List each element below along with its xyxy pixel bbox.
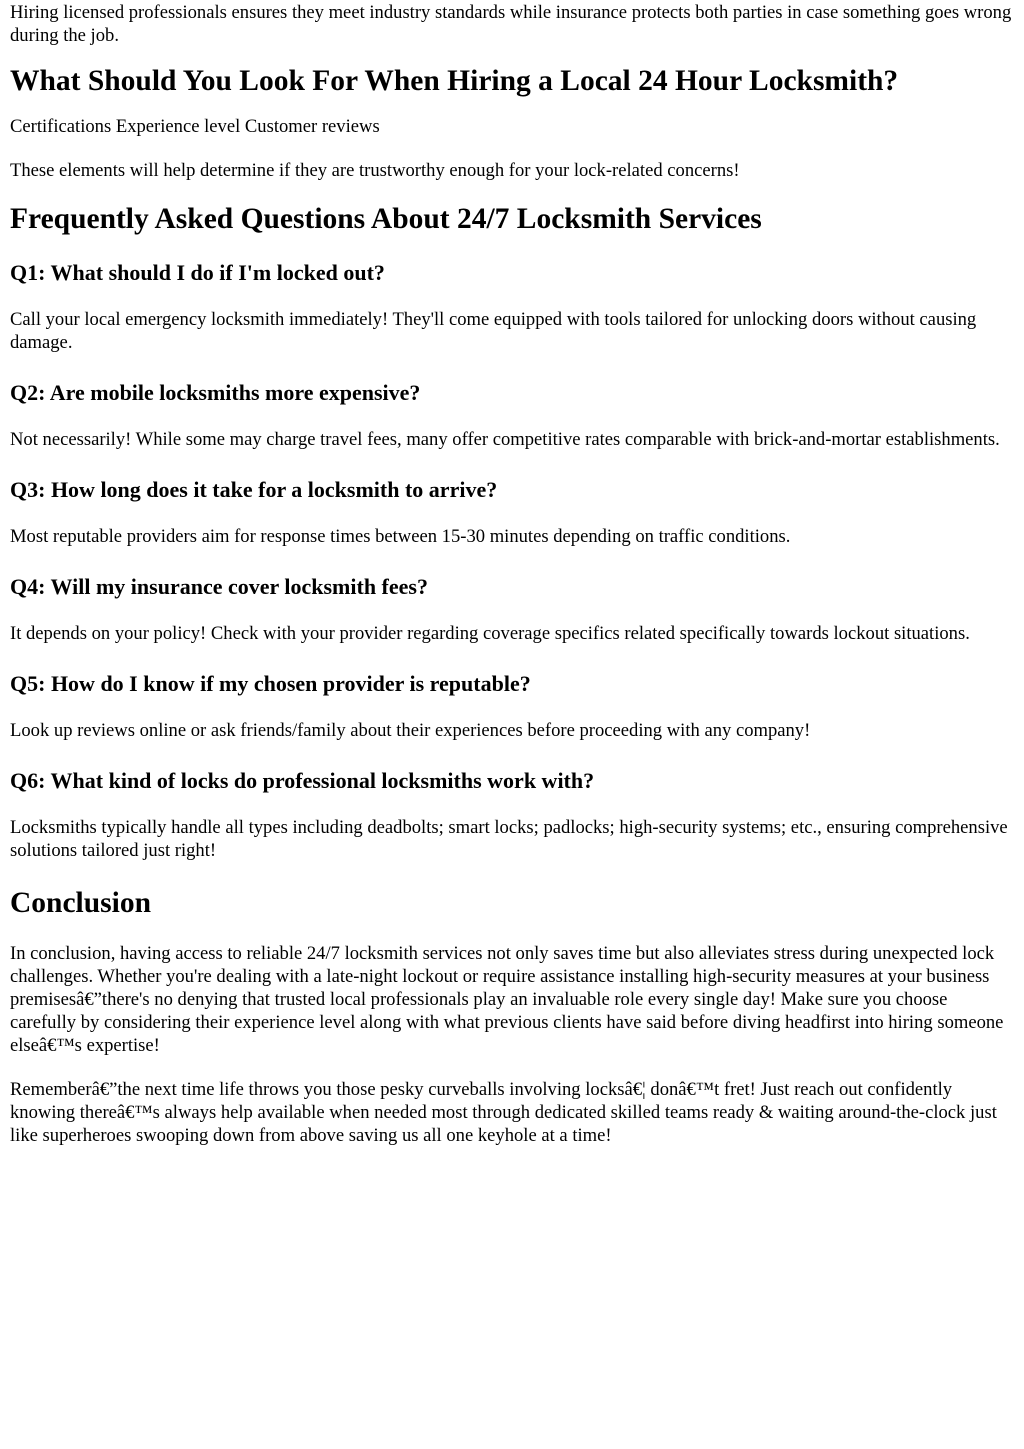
document-page (0, 1, 1024, 1449)
faq-question-6: Q6: What kind of locks do professional locksmiths work with? (10, 768, 595, 793)
faq-heading: Frequently Asked Questions About 24/7 Locksmith Services (10, 203, 762, 235)
faq-answer-1: Call your local emergency locksmith immediately! They'll come equipped with tools tailored for unlocking doors without causing damage. (10, 309, 977, 353)
conclusion-paragraph-1: In conclusion, having access to reliable 24/7 locksmith services not only saves time but also alleviates stress during unexpected lock challenges. Whether you're dealing with a late-night lockout or require assistance installing high-security measures at your business premisesâ€”there's no denying that trusted local professionals play an invaluable role every single day! Make sure you choose carefully by considering their experience level along with what previous clients have said before diving headfirst into hiring someone elseâ€™s expertise! (10, 943, 1004, 1056)
faq-answer-4: It depends on your policy! Check with your provider regarding coverage specifics related specifically towards lockout situations. (10, 623, 970, 644)
intro-paragraph: Hiring licensed professionals ensures they meet industry standards while insurance protects both parties in case something goes wrong during the job. (10, 2, 1012, 46)
faq-answer-2: Not necessarily! While some may charge travel fees, many offer competitive rates comparable with brick-and-mortar establishments. (10, 429, 1000, 450)
faq-question-5: Q5: How do I know if my chosen provider is reputable? (10, 671, 531, 696)
faq-answer-3: Most reputable providers aim for response times between 15-30 minutes depending on traffic conditions. (10, 526, 791, 547)
faq-question-1: Q1: What should I do if I'm locked out? (10, 260, 385, 285)
look-for-elements-paragraph: These elements will help determine if they are trustworthy enough for your lock-related concerns! (10, 160, 740, 181)
faq-answer-6: Locksmiths typically handle all types including deadbolts; smart locks; padlocks; high-security systems; etc., ensuring comprehensive solutions tailored just right! (10, 817, 1008, 861)
look-for-heading: What Should You Look For When Hiring a Local 24 Hour Locksmith? (10, 65, 899, 97)
faq-question-3: Q3: How long does it take for a locksmith to arrive? (10, 477, 498, 502)
conclusion-paragraph-2: Rememberâ€”the next time life throws you those pesky curveballs involving locksâ€¦ donâ€™t fret! Just reach out confidently knowing thereâ€™s always help available when needed most through dedicated skilled teams ready & waiting around-the-clock just like superheroes swooping down from above saving us all one keyhole at a time! (10, 1079, 997, 1146)
faq-answer-5: Look up reviews online or ask friends/family about their experiences before proceeding with any company! (10, 720, 811, 741)
conclusion-heading: Conclusion (10, 887, 151, 919)
look-for-list: Certifications Experience level Customer reviews (10, 116, 380, 137)
faq-question-4: Q4: Will my insurance cover locksmith fees? (10, 574, 428, 599)
faq-question-2: Q2: Are mobile locksmiths more expensive? (10, 380, 421, 405)
